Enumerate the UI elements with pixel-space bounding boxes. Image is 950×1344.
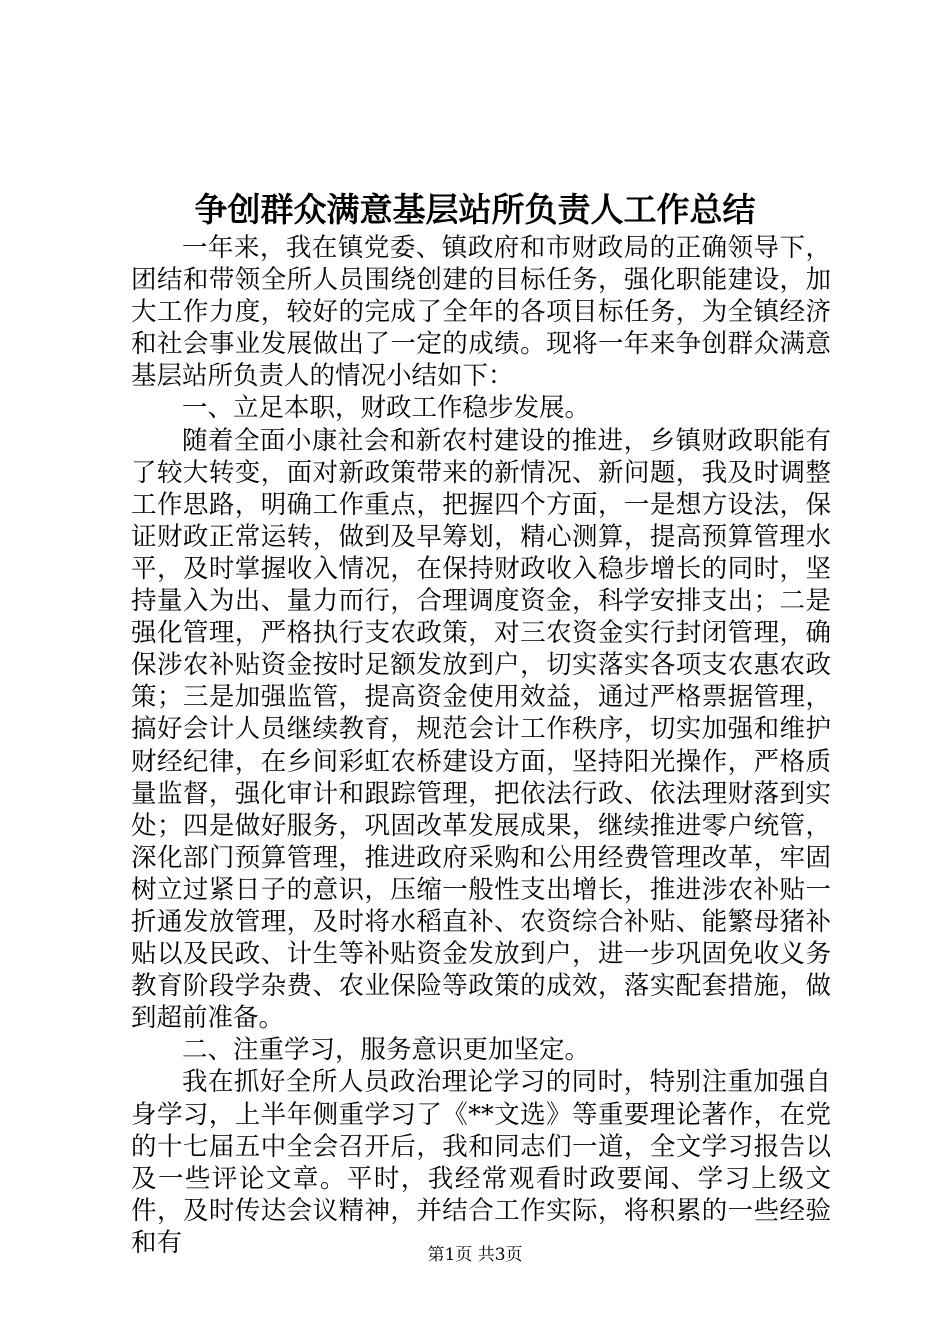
document-title: 争创群众满意基层站所负责人工作总结 xyxy=(194,190,756,229)
paragraph-section-1: 随着全面小康社会和新农村建设的推进，乡镇财政职能有了较大转变，面对新政策带来的新情况、新问题，我及时调整工作思路，明确工作重点，把握四个方面，一是想方设法，保证财政正常运转，做到及早筹划，精心测算，提高预算管理水平，及时掌握收入情况，在保持财政收入稳步增长的同时，坚持量入为出、量力而行，合理调度资金，科学安排支出；二是强化管理，严格执行支农政策，对三农资金实行封闭管理，确保涉农补贴资金按时足额发放到户，切实落实各项支农惠农政策；三是加强监管，提高资金使用效益，通过严格票据管理，搞好会计人员继续教育，规范会计工作秩序，切实加强和维护财经纪律，在乡间彩虹农桥建设方面，坚持阳光操作，严格质量监督，强化审计和跟踪管理，把依法行政、依法理财落到实处；四是做好服务，巩固改革发展成果，继续推进零户统管，深化部门预算管理，推进政府采购和公用经费管理改革，牢固树立过紧日子的意识，压缩一般性支出增长，推进涉农补贴一折通发放管理，及时将水稻直补、农资综合补贴、能繁母猪补贴以及民政、计生等补贴资金发放到户，进一步巩固免收义务教育阶段学杂费、农业保险等政策的成效，落实配套措施，做到超前准备。 xyxy=(131,425,831,1034)
document-body xyxy=(131,232,831,1259)
paragraph-section-2: 我在抓好全所人员政治理论学习的同时，特别注重加强自身学习，上半年侧重学习了《**文选》等重要理论著作，在党的十七届五中全会召开后，我和同志们一道，全文学习报告以及一些评论文章。平时，我经常观看时政要闻、学习上级文件，及时传达会议精神，并结合工作实际，将积累的一些经验和有 xyxy=(131,1067,831,1258)
section-heading-2: 二、注重学习，服务意识更加坚定。 xyxy=(182,1035,591,1066)
paragraph-intro: 一年来，我在镇党委、镇政府和市财政局的正确领导下，团结和带领全所人员围绕创建的目标任务，强化职能建设，加大工作力度，较好的完成了全年的各项目标任务，为全镇经济和社会事业发展做出了一定的成绩。现将一年来争创群众满意基层站所负责人的情况小结如下： xyxy=(131,233,831,392)
page-footer: 第1页 共3页 xyxy=(427,1245,523,1265)
section-heading-1: 一、立足本职，财政工作稳步发展。 xyxy=(182,393,591,424)
